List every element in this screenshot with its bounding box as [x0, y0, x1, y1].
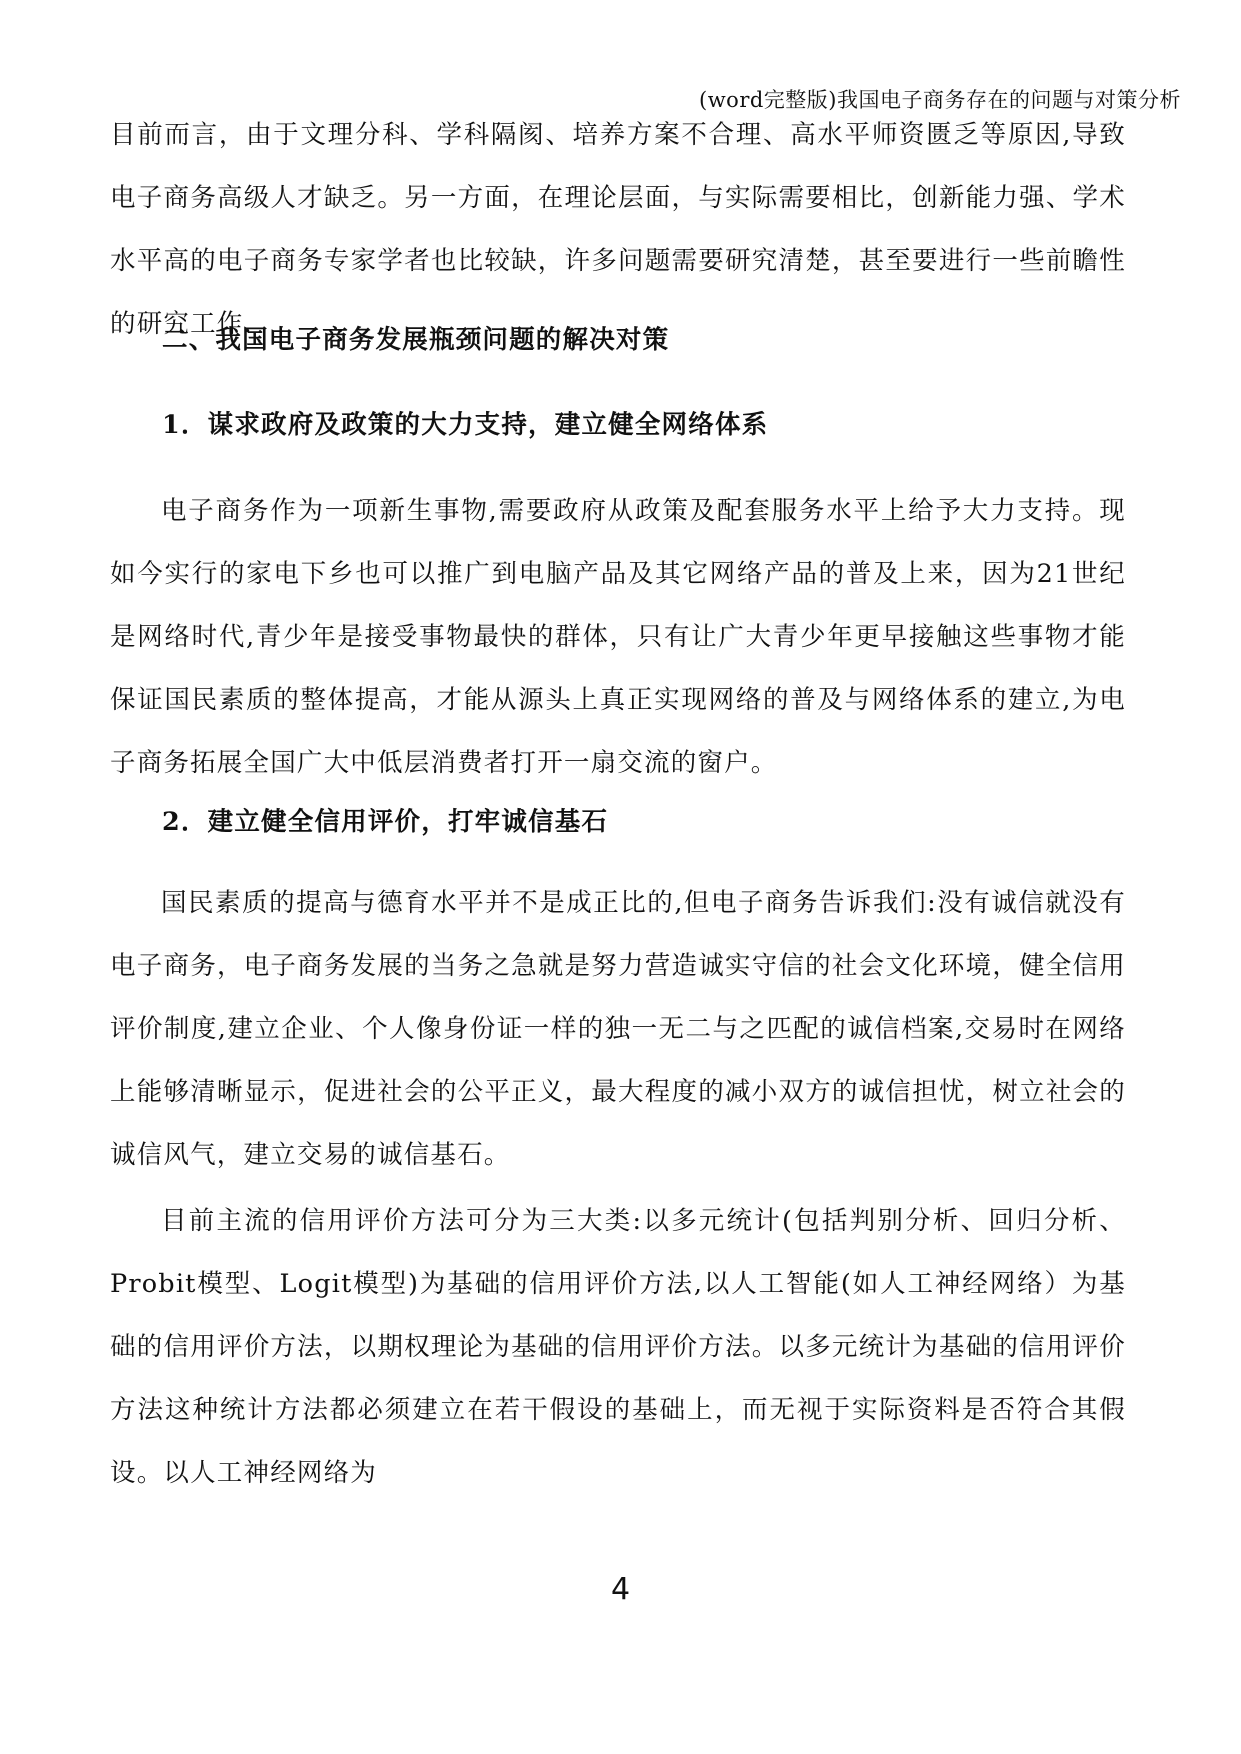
- paragraph-credit-integrity: 国民素质的提高与德育水平并不是成正比的,但电子商务告诉我们:没有诚信就没有电子商务，电子商务发展的当务之急就是努力营造诚实守信的社会文化环境，健全信用评价制度,建立企业、个人像身份证一样的独一无二与之匹配的诚信档案,交易时在网络上能够清晰显示，促进社会的公平正义，最大程度的减小双方的诚信担忧，树立社会的诚信风气，建立交易的诚信基石。: [110, 888, 1126, 1170]
- running-header-title: (word完整版)我国电子商务存在的问题与对策分析: [699, 88, 1181, 112]
- page-number: 4: [610, 1572, 631, 1607]
- paragraph-credit-methods: 目前主流的信用评价方法可分为三大类:以多元统计(包括判别分析、回归分析、Probit模型、Logit模型)为基础的信用评价方法,以人工智能(如人工神经网络）为基础的信用评价方法，以期权理论为基础的信用评价方法。以多元统计为基础的信用评价方法这种统计方法都必须建立在若干假设的基础上，而无视于实际资料是否符合其假设。以人工神经网络为: [110, 1206, 1126, 1488]
- section-heading-solutions: 二、我国电子商务发展瓶颈问题的解决对策: [162, 325, 670, 355]
- subheading-government-support: 1．谋求政府及政策的大力支持，建立健全网络体系: [162, 410, 769, 440]
- paragraph-government-support: 电子商务作为一项新生事物,需要政府从政策及配套服务水平上给予大力支持。现如今实行的家电下乡也可以推广到电脑产品及其它网络产品的普及上来，因为21世纪是网络时代,青少年是接受事物最快的群体，只有让广大青少年更早接触这些事物才能保证国民素质的整体提高，才能从源头上真正实现网络的普及与网络体系的建立,为电子商务拓展全国广大中低层消费者打开一扇交流的窗户。: [110, 496, 1126, 778]
- paragraph-talent-shortage: 目前而言，由于文理分科、学科隔阂、培养方案不合理、高水平师资匮乏等原因,导致电子商务高级人才缺乏。另一方面，在理论层面，与实际需要相比，创新能力强、学术水平高的电子商务专家学者也比较缺，许多问题需要研究清楚，甚至要进行一些前瞻性的研究工作.: [110, 120, 1126, 339]
- subheading-credit-evaluation: 2．建立健全信用评价，打牢诚信基石: [162, 807, 609, 837]
